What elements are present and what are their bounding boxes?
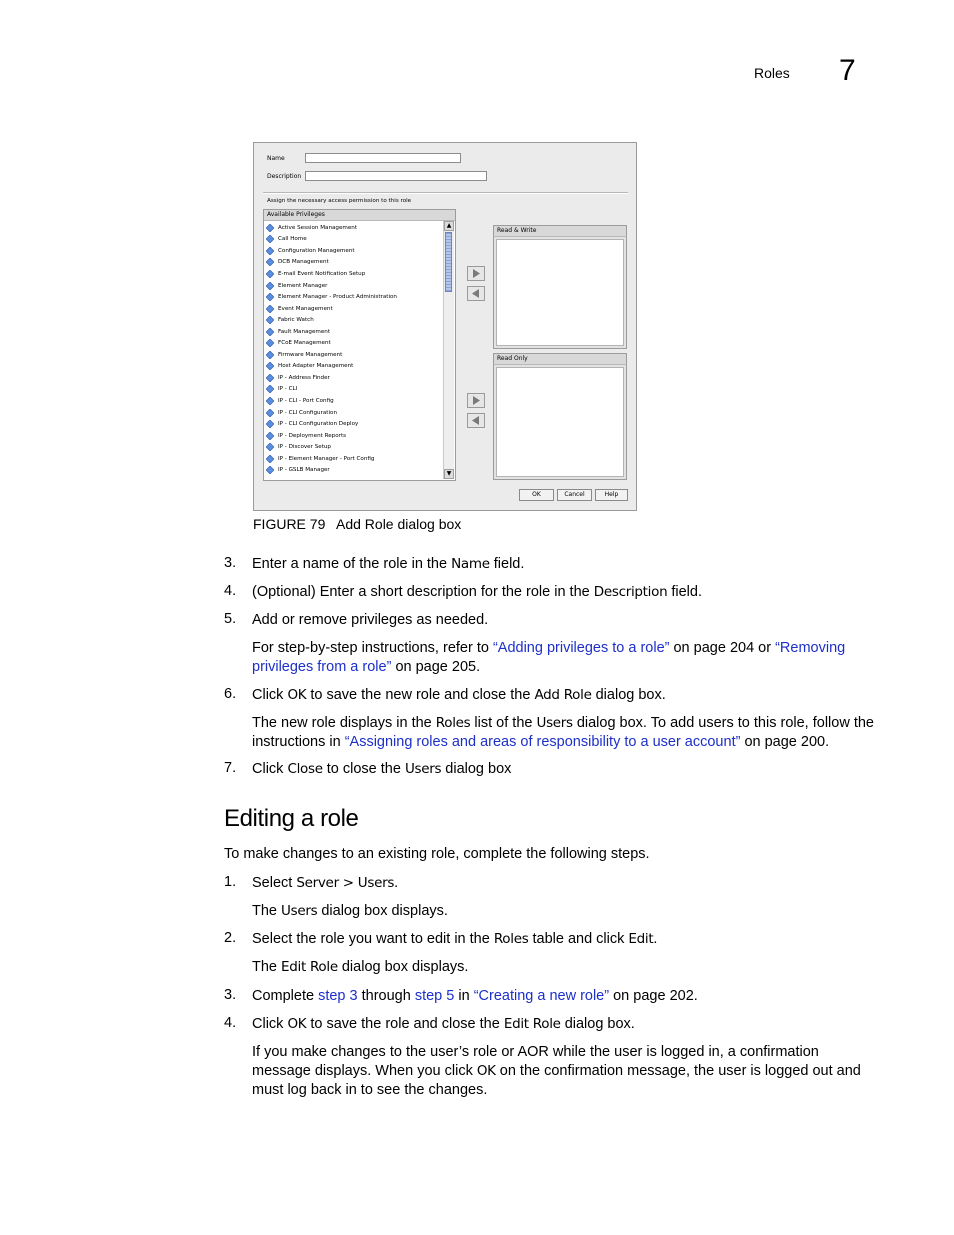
step-text: Add or remove privileges as needed. xyxy=(252,612,489,628)
remove-read-write-button[interactable] xyxy=(467,286,485,301)
xref-link[interactable]: “Adding privileges to a role” xyxy=(492,640,670,656)
privilege-item[interactable] xyxy=(266,418,442,430)
section-heading: Editing a role xyxy=(224,805,359,832)
privilege-label: IP - CLI Configuration xyxy=(278,409,337,416)
section-intro: To make changes to an existing role, complete the following steps. xyxy=(224,846,650,862)
privilege-label: IP - Discover Setup xyxy=(278,444,331,451)
available-privileges-header: Available Privileges xyxy=(264,210,455,221)
read-write-panel xyxy=(493,225,627,349)
privilege-label: FCoE Management xyxy=(278,340,331,347)
privilege-label: IP - Address Finder xyxy=(278,374,330,381)
privilege-item[interactable] xyxy=(266,268,442,280)
step-note: If you make changes to the user’s role or AOR while the user is logged in, a confirmation message displays. When you click OK on the confirmation message, the user is logged out and must log back in to see the changes. xyxy=(252,1044,861,1098)
privilege-label: Element Manager - Product Administration xyxy=(278,294,397,301)
name-label: Name xyxy=(267,155,285,162)
scroll-up-icon[interactable]: ▲ xyxy=(444,221,454,231)
privilege-item[interactable] xyxy=(266,234,442,246)
privilege-label: IP - CLI xyxy=(278,386,298,393)
privilege-label: Fault Management xyxy=(278,328,331,335)
privilege-label: Element Manager xyxy=(278,282,328,289)
privilege-item[interactable] xyxy=(266,361,442,373)
privilege-diamond-icon xyxy=(266,351,274,359)
step-number: 3. xyxy=(224,987,237,1003)
step-note: The new role displays in the Roles list of the Users dialog box. To add users to this role, follow the instructions in “Assigning roles and areas of responsibility to a user account” on page 200. xyxy=(252,715,874,750)
privilege-item[interactable] xyxy=(266,314,442,326)
privilege-diamond-icon xyxy=(266,235,274,243)
read-only-panel xyxy=(493,353,627,480)
scroll-down-icon[interactable]: ▼ xyxy=(444,469,454,479)
privilege-item[interactable] xyxy=(266,337,442,349)
step-note: For step-by-step instructions, refer to “Adding privileges to a role” on page 204 or “Removing privileges from a role” on page 205. xyxy=(252,640,846,675)
privilege-item[interactable] xyxy=(266,407,442,419)
step-number: 6. xyxy=(224,686,237,702)
privilege-label: E-mail Event Notification Setup xyxy=(278,270,366,277)
read-write-list[interactable] xyxy=(496,239,624,346)
privilege-item[interactable] xyxy=(266,280,442,292)
privilege-item[interactable] xyxy=(266,349,442,361)
step-number: 3. xyxy=(224,555,237,571)
step-text: Select Server > Users. xyxy=(252,875,399,891)
privilege-label: Call Home xyxy=(278,236,307,243)
step-number: 4. xyxy=(224,583,237,599)
privilege-item[interactable] xyxy=(266,303,442,315)
xref-link[interactable]: “Removing privileges from a role” xyxy=(252,640,846,675)
remove-read-only-button[interactable] xyxy=(467,413,485,428)
privilege-diamond-icon xyxy=(266,443,274,451)
step-number: 7. xyxy=(224,760,237,776)
privilege-label: Firmware Management xyxy=(278,351,343,358)
privilege-label: IP - CLI Configuration Deploy xyxy=(278,421,359,428)
xref-link[interactable]: step 5 xyxy=(414,988,455,1004)
privilege-item[interactable] xyxy=(266,291,442,303)
figure-title: Add Role dialog box xyxy=(336,516,462,532)
arrow-left-icon xyxy=(472,416,480,425)
privilege-label: Active Session Management xyxy=(278,224,358,231)
step-number: 4. xyxy=(224,1015,237,1031)
assign-instructions: Assign the necessary access permission to this role xyxy=(267,198,412,204)
privilege-diamond-icon xyxy=(266,293,274,301)
step-number: 5. xyxy=(224,611,237,627)
privilege-diamond-icon xyxy=(266,374,274,382)
privilege-diamond-icon xyxy=(266,328,274,336)
xref-link[interactable]: “Creating a new role” xyxy=(473,988,610,1004)
privilege-label: IP - Deployment Reports xyxy=(278,432,347,439)
privilege-diamond-icon xyxy=(266,409,274,417)
name-field[interactable] xyxy=(305,153,461,163)
xref-link[interactable]: “Assigning roles and areas of responsibility to a user account” xyxy=(344,734,741,750)
privilege-diamond-icon xyxy=(266,282,274,290)
privilege-diamond-icon xyxy=(266,455,274,463)
privilege-diamond-icon xyxy=(266,466,274,474)
privilege-item[interactable] xyxy=(266,372,442,384)
step-number: 1. xyxy=(224,874,237,890)
step-number: 2. xyxy=(224,930,237,946)
privilege-label: Configuration Management xyxy=(278,247,355,254)
help-button[interactable]: Help xyxy=(595,489,628,501)
available-privileges-panel xyxy=(263,209,456,481)
read-only-list[interactable] xyxy=(496,367,624,477)
privilege-diamond-icon xyxy=(266,270,274,278)
privilege-label: IP - GSLB Manager xyxy=(278,467,330,474)
privilege-label: Event Management xyxy=(278,305,333,312)
figure-number: FIGURE 79 xyxy=(253,516,326,532)
description-label: Description xyxy=(267,173,302,180)
privilege-item[interactable] xyxy=(266,464,442,476)
privilege-label: IP - CLI - Port Config xyxy=(278,397,334,404)
divider xyxy=(263,192,628,194)
privilege-item[interactable] xyxy=(266,245,442,257)
privilege-label: IP - Element Manager - Port Config xyxy=(278,455,375,462)
read-only-header: Read Only xyxy=(494,354,626,365)
chapter-number: 7 xyxy=(839,54,856,87)
privilege-item[interactable] xyxy=(266,395,442,407)
privilege-item[interactable] xyxy=(266,257,442,269)
description-field[interactable] xyxy=(305,171,487,181)
step-text: Click OK to save the new role and close the Add Role dialog box. xyxy=(252,687,666,703)
add-read-only-button[interactable] xyxy=(467,393,485,408)
privileges-scrollbar[interactable] xyxy=(443,221,454,479)
privilege-diamond-icon xyxy=(266,397,274,405)
scroll-thumb[interactable] xyxy=(445,232,452,292)
privilege-item[interactable] xyxy=(266,430,442,442)
privilege-item[interactable] xyxy=(266,384,442,396)
privilege-diamond-icon xyxy=(266,247,274,255)
cancel-button[interactable]: Cancel xyxy=(557,489,592,501)
privilege-item[interactable] xyxy=(266,326,442,338)
privilege-diamond-icon xyxy=(266,224,274,232)
step-text: Click Close to close the Users dialog box xyxy=(252,761,512,777)
read-write-header: Read & Write xyxy=(494,226,626,237)
privilege-diamond-icon xyxy=(266,362,274,370)
arrow-left-icon xyxy=(472,289,480,298)
privilege-diamond-icon xyxy=(266,339,274,347)
privilege-label: DCB Management xyxy=(278,259,329,266)
step-text: Click OK to save the role and close the Edit Role dialog box. xyxy=(252,1016,635,1032)
step-text: Select the role you want to edit in the Roles table and click Edit. xyxy=(252,931,658,947)
privilege-label: Fabric Watch xyxy=(278,317,314,324)
privilege-diamond-icon xyxy=(266,420,274,428)
arrow-right-icon xyxy=(472,396,480,405)
add-role-dialog xyxy=(253,142,637,511)
privilege-label: Host Adapter Management xyxy=(278,363,354,370)
privilege-item[interactable] xyxy=(266,222,442,234)
arrow-right-icon xyxy=(472,269,480,278)
privilege-diamond-icon xyxy=(266,305,274,313)
ok-button[interactable]: OK xyxy=(519,489,554,501)
step-text: Complete step 3 through step 5 in “Creating a new role” on page 202. xyxy=(252,988,698,1004)
privilege-diamond-icon xyxy=(266,316,274,324)
add-read-write-button[interactable] xyxy=(467,266,485,281)
privilege-diamond-icon xyxy=(266,385,274,393)
privilege-diamond-icon xyxy=(266,432,274,440)
xref-link[interactable]: step 3 xyxy=(318,988,358,1004)
privilege-item[interactable] xyxy=(266,453,442,465)
running-header-section: Roles xyxy=(754,65,790,81)
privilege-item[interactable] xyxy=(266,441,442,453)
step-note: The Edit Role dialog box displays. xyxy=(252,959,469,975)
step-text: (Optional) Enter a short description for the role in the Description field. xyxy=(252,584,702,600)
privilege-diamond-icon xyxy=(266,258,274,266)
step-text: Enter a name of the role in the Name field. xyxy=(252,556,525,572)
step-note: The Users dialog box displays. xyxy=(252,903,448,919)
privileges-list[interactable] xyxy=(266,222,442,476)
